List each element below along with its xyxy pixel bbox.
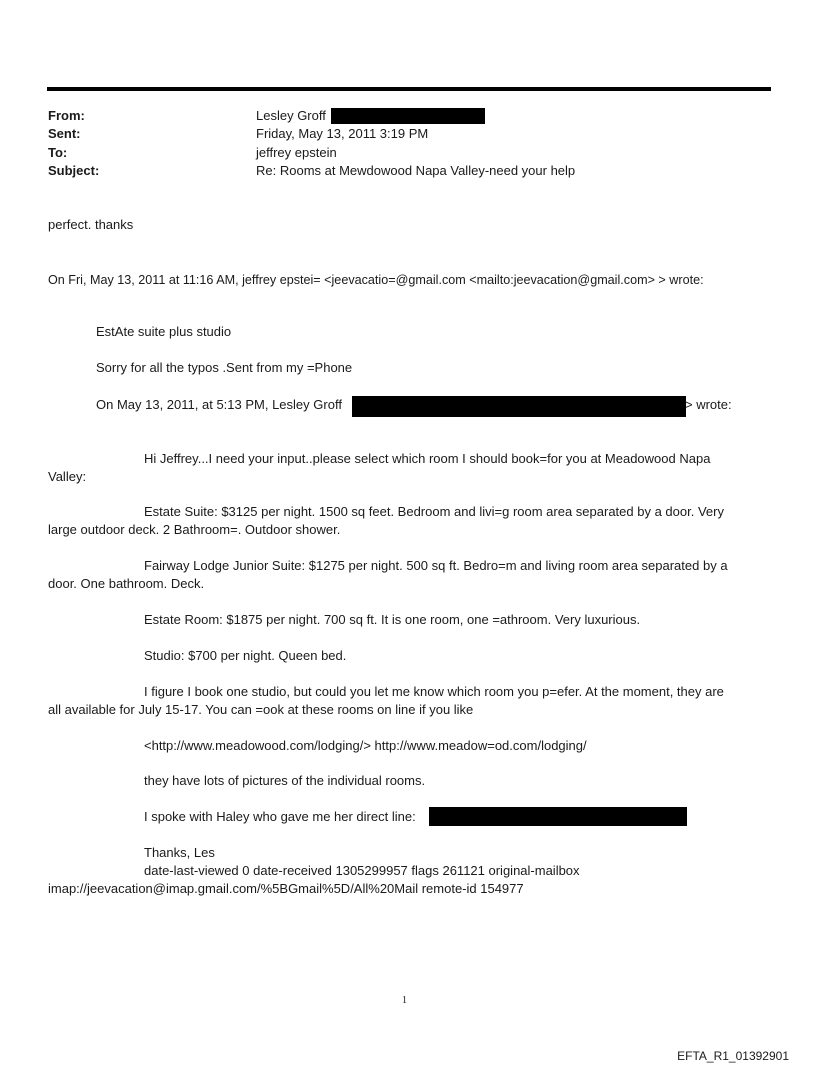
- from-label: From:: [48, 108, 85, 123]
- para-estate-suite-line1: Estate Suite: $3125 per night. 1500 sq feet. Bedroom and livi=g room area separated by a door. Very: [144, 504, 724, 519]
- sent-label: Sent:: [48, 126, 81, 141]
- para-intro-line1: Hi Jeffrey...I need your input..please select which room I should book=for you at Meadowood Napa: [144, 451, 711, 466]
- reply-text: perfect. thanks: [48, 217, 134, 232]
- quote1-line1: EstAte suite plus studio: [96, 324, 232, 339]
- para-fairway-line2: door. One bathroom. Deck.: [48, 576, 205, 591]
- para-thanks: Thanks, Les: [144, 845, 215, 860]
- subject-label: Subject:: [48, 163, 100, 178]
- quote2-attribution-end: > wrote:: [685, 397, 732, 412]
- redaction-direct-line: [429, 807, 687, 826]
- sent-value: Friday, May 13, 2011 3:19 PM: [256, 126, 429, 141]
- para-estate-room: Estate Room: $1875 per night. 700 sq ft. It is one room, one =athroom. Very luxurious.: [144, 612, 641, 627]
- para-link: <http://www.meadowood.com/lodging/> http://www.meadow=od.com/lodging/: [144, 738, 587, 753]
- para-estate-suite-line2: large outdoor deck. 2 Bathroom=. Outdoor shower.: [48, 522, 341, 537]
- to-label: To:: [48, 145, 68, 160]
- subject-value: Re: Rooms at Mewdowood Napa Valley-need your help: [256, 163, 576, 178]
- quote2-attribution-start: On May 13, 2011, at 5:13 PM, Lesley Groff: [96, 397, 342, 412]
- para-meta-line2: imap://jeevacation@imap.gmail.com/%5BGmail%5D/All%20Mail remote-id 154977: [48, 881, 524, 896]
- to-value: jeffrey epstein: [256, 145, 337, 160]
- para-studio: Studio: $700 per night. Queen bed.: [144, 648, 347, 663]
- from-value: Lesley Groff: [256, 108, 326, 123]
- document-id: EFTA_R1_01392901: [677, 1049, 789, 1063]
- header-rule: [47, 87, 771, 91]
- para-pictures: they have lots of pictures of the individual rooms.: [144, 773, 426, 788]
- para-haley: I spoke with Haley who gave me her direct line:: [144, 809, 416, 824]
- para-meta-line1: date-last-viewed 0 date-received 1305299957 flags 261121 original-mailbox: [144, 863, 580, 878]
- para-figure-line2: all available for July 15-17. You can =ook at these rooms on line if you like: [48, 702, 474, 717]
- redaction-groff-email: [352, 396, 686, 417]
- page-number: 1: [402, 995, 407, 1006]
- quote1-line2: Sorry for all the typos .Sent from my =Phone: [96, 360, 353, 375]
- para-intro-line2: Valley:: [48, 469, 87, 484]
- para-figure-line1: I figure I book one studio, but could you let me know which room you p=efer. At the moment, they are: [144, 684, 724, 699]
- redaction-from-email: [331, 108, 485, 124]
- para-fairway-line1: Fairway Lodge Junior Suite: $1275 per night. 500 sq ft. Bedro=m and living room area separated by a: [144, 558, 728, 573]
- quote1-attribution: On Fri, May 13, 2011 at 11:16 AM, jeffrey epstei= <jeevacatio=@gmail.com <mailto:jeevacation@gmail.com> > wrote:: [48, 273, 704, 287]
